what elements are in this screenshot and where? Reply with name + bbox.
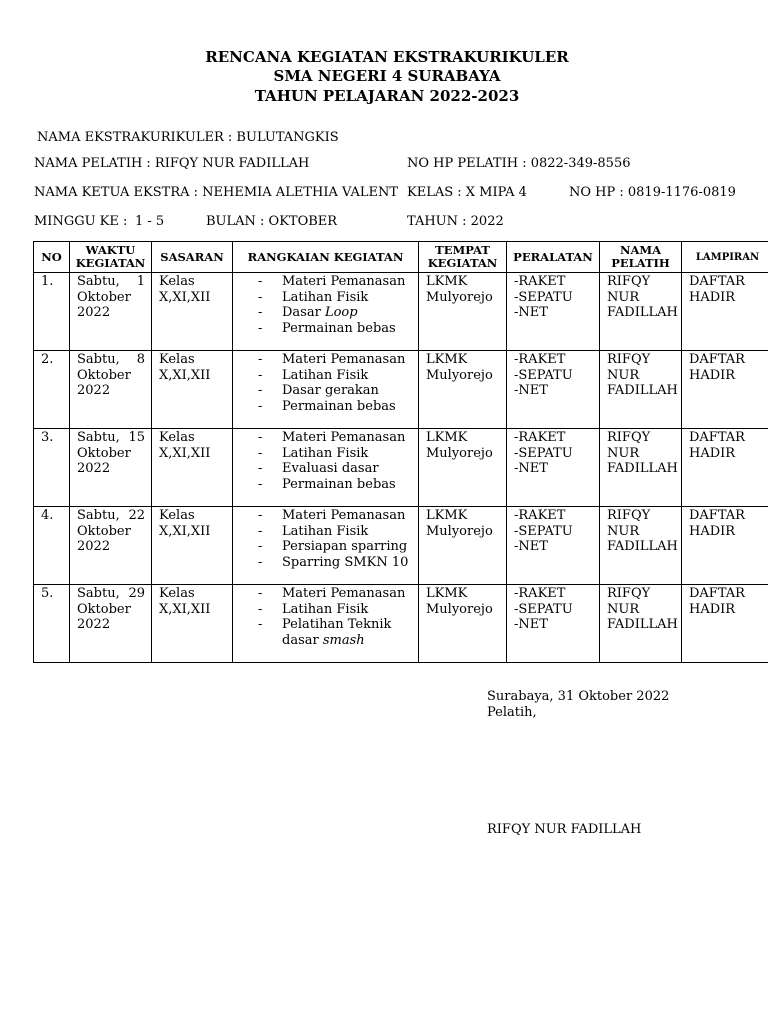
sasaran-line: X,XI,XII xyxy=(159,289,211,305)
cell-lampiran xyxy=(682,585,768,663)
waktu-date: 29 xyxy=(128,586,145,601)
tempat-line: LKMK xyxy=(426,430,468,445)
cell-tempat xyxy=(419,351,507,429)
table-row xyxy=(34,429,768,507)
academic-year: TAHUN PELAJARAN 2022-2023 xyxy=(254,87,520,105)
waktu-day-line xyxy=(77,586,145,602)
activity-text: Permainan bebas xyxy=(282,476,396,492)
waktu-month: Oktober xyxy=(77,367,131,383)
equipment-item: -SEPATU xyxy=(514,367,573,383)
equipment-item: -NET xyxy=(514,539,548,554)
activity-label xyxy=(282,461,418,477)
coach-name-line: NUR xyxy=(607,367,640,383)
cell-pelatih xyxy=(600,507,682,585)
waktu-content xyxy=(70,351,151,399)
cell-sasaran xyxy=(152,429,233,507)
peralatan-content xyxy=(507,273,599,321)
week-label: MINGGU KE : xyxy=(34,214,128,229)
school-name: SMA NEGERI 4 SURABAYA xyxy=(273,67,501,85)
peralatan-content xyxy=(507,585,599,633)
row-number: 5. xyxy=(41,586,54,601)
waktu-day-line xyxy=(77,508,145,524)
table-row xyxy=(34,273,768,351)
waktu-day: Sabtu, xyxy=(77,586,120,601)
cell-no xyxy=(34,585,70,663)
waktu-year: 2022 xyxy=(77,539,111,554)
coach-phone: NO HP PELATIH : 0822-349-8556 xyxy=(407,156,631,171)
activity-item xyxy=(233,602,418,618)
waktu-year: 2022 xyxy=(77,461,111,476)
activity-text: Latihan Fisik xyxy=(282,445,369,461)
equipment-item: -NET xyxy=(514,617,548,632)
activity-table xyxy=(33,241,768,663)
bullet-dash: - xyxy=(258,320,263,336)
waktu-content xyxy=(70,507,151,555)
sasaran-line: Kelas xyxy=(159,508,195,523)
sasaran-content xyxy=(152,585,232,617)
bullet-dash: - xyxy=(258,539,263,554)
coach-name-line: RIFQY xyxy=(607,430,651,445)
cell-waktu xyxy=(70,585,152,663)
table-header-row xyxy=(34,242,768,273)
waktu-month: Oktober xyxy=(77,445,131,461)
bullet-dash: - xyxy=(258,430,263,445)
activity-item xyxy=(233,524,418,540)
cell-rangkaian xyxy=(233,273,419,351)
cell-no xyxy=(34,351,70,429)
cell-tempat xyxy=(419,429,507,507)
activity-text: Dasar gerakan xyxy=(282,383,379,398)
cell-lampiran xyxy=(682,507,768,585)
cell-sasaran xyxy=(152,507,233,585)
attachment-line: DAFTAR xyxy=(689,586,745,601)
equipment-item: -RAKET xyxy=(514,430,566,445)
attachment-line: DAFTAR xyxy=(689,274,745,289)
activity-item xyxy=(233,274,418,290)
coach-name-line: FADILLAH xyxy=(607,539,678,554)
header-rangkaian: RANGKAIAN KEGIATAN xyxy=(233,242,419,273)
activity-text: Permainan bebas xyxy=(282,398,396,414)
sasaran-content xyxy=(152,273,232,305)
activity-label xyxy=(282,321,418,337)
bullet-dash: - xyxy=(258,274,263,289)
coach-name-line: FADILLAH xyxy=(607,383,678,398)
coach-name-line: RIFQY xyxy=(607,352,651,367)
bullet-dash: - xyxy=(258,461,263,476)
pelatih-content xyxy=(600,507,681,555)
cell-rangkaian xyxy=(233,429,419,507)
cell-waktu xyxy=(70,429,152,507)
activity-text: Evaluasi dasar xyxy=(282,461,379,476)
activity-text: Materi Pemanasan xyxy=(282,430,406,445)
tempat-line: Mulyorejo xyxy=(426,367,493,383)
cell-sasaran xyxy=(152,351,233,429)
header-tempat: TEMPAT KEGIATAN xyxy=(419,242,507,273)
equipment-item: -NET xyxy=(514,461,548,476)
cell-sasaran xyxy=(152,585,233,663)
sasaran-content xyxy=(152,351,232,383)
activity-item xyxy=(233,539,418,555)
signature-name: RIFQY NUR FADILLAH xyxy=(487,822,642,837)
activity-item xyxy=(233,352,418,368)
bullet-dash: - xyxy=(258,617,263,632)
sasaran-content xyxy=(152,429,232,461)
lampiran-content xyxy=(682,585,768,617)
bullet-dash: - xyxy=(258,586,263,601)
waktu-year: 2022 xyxy=(77,383,111,398)
activity-list xyxy=(233,273,418,336)
coach-name-line: NUR xyxy=(607,445,640,461)
activity-item xyxy=(233,586,418,602)
activity-item xyxy=(233,446,418,462)
tempat-content xyxy=(419,585,506,617)
peralatan-content xyxy=(507,507,599,555)
activity-item xyxy=(233,399,418,415)
peralatan-content xyxy=(507,429,599,477)
equipment-item: -NET xyxy=(514,305,548,320)
activity-label xyxy=(282,383,418,399)
bullet-dash: - xyxy=(258,508,263,523)
activity-item xyxy=(233,290,418,306)
cell-rangkaian xyxy=(233,351,419,429)
sasaran-line: X,XI,XII xyxy=(159,367,211,383)
activity-text: Dasar xyxy=(282,305,321,320)
waktu-year: 2022 xyxy=(77,305,111,320)
activity-label xyxy=(282,539,418,555)
activity-item xyxy=(233,461,418,477)
header-waktu: WAKTU KEGIATAN xyxy=(70,242,152,273)
attachment-line: HADIR xyxy=(689,445,736,461)
equipment-item: -SEPATU xyxy=(514,445,573,461)
tempat-line: LKMK xyxy=(426,508,468,523)
activity-label xyxy=(282,305,418,321)
waktu-day: Sabtu, xyxy=(77,274,120,289)
activity-label xyxy=(282,430,418,446)
sasaran-line: Kelas xyxy=(159,586,195,601)
cell-no xyxy=(34,429,70,507)
equipment-item: -RAKET xyxy=(514,274,566,289)
waktu-content xyxy=(70,585,151,633)
activity-label xyxy=(282,524,418,540)
lampiran-content xyxy=(682,351,768,383)
equipment-item: -NET xyxy=(514,383,548,398)
sasaran-content xyxy=(152,507,232,539)
activity-label xyxy=(282,399,418,415)
tempat-line: Mulyorejo xyxy=(426,601,493,617)
activity-label xyxy=(282,617,418,648)
bullet-dash: - xyxy=(258,445,263,461)
pelatih-content xyxy=(600,273,681,321)
tempat-line: Mulyorejo xyxy=(426,523,493,539)
coach-name-line: NUR xyxy=(607,523,640,539)
tempat-line: Mulyorejo xyxy=(426,445,493,461)
waktu-date: 15 xyxy=(128,430,145,445)
tempat-line: LKMK xyxy=(426,274,468,289)
cell-lampiran xyxy=(682,351,768,429)
activity-list xyxy=(233,585,418,648)
coach-name-line: RIFQY xyxy=(607,508,651,523)
activity-italic-term: smash xyxy=(322,632,365,648)
activity-text: Latihan Fisik xyxy=(282,523,369,539)
activity-label xyxy=(282,446,418,462)
activity-item xyxy=(233,305,418,321)
tempat-content xyxy=(419,507,506,539)
tempat-line: LKMK xyxy=(426,586,468,601)
lampiran-content xyxy=(682,273,768,305)
pelatih-content xyxy=(600,585,681,633)
equipment-item: -RAKET xyxy=(514,352,566,367)
cell-no xyxy=(34,273,70,351)
waktu-day-line xyxy=(77,352,145,368)
cell-waktu xyxy=(70,273,152,351)
bullet-dash: - xyxy=(258,367,263,383)
activity-text: Latihan Fisik xyxy=(282,289,369,305)
table-row xyxy=(34,585,768,663)
activity-list xyxy=(233,507,418,570)
bullet-dash: - xyxy=(258,523,263,539)
activity-label xyxy=(282,602,418,618)
pelatih-content xyxy=(600,351,681,399)
waktu-day: Sabtu, xyxy=(77,430,120,445)
bullet-dash: - xyxy=(258,352,263,367)
coach-name-line: FADILLAH xyxy=(607,305,678,320)
header-no: NO xyxy=(34,242,70,273)
attachment-line: DAFTAR xyxy=(689,352,745,367)
waktu-month: Oktober xyxy=(77,601,131,617)
lampiran-content xyxy=(682,429,768,461)
activity-label xyxy=(282,352,418,368)
activity-label xyxy=(282,290,418,306)
waktu-month: Oktober xyxy=(77,523,131,539)
activity-text: Latihan Fisik xyxy=(282,367,369,383)
activity-list xyxy=(233,429,418,492)
cell-tempat xyxy=(419,585,507,663)
activity-label xyxy=(282,274,418,290)
row-number: 3. xyxy=(41,430,54,445)
week-value: 1 - 5 xyxy=(135,214,165,229)
sasaran-line: X,XI,XII xyxy=(159,523,211,539)
activity-item xyxy=(233,383,418,399)
header-peralatan: PERALATAN xyxy=(507,242,600,273)
cell-rangkaian xyxy=(233,507,419,585)
activity-label xyxy=(282,477,418,493)
coach-name-line: NUR xyxy=(607,289,640,305)
activity-item xyxy=(233,617,418,648)
cell-peralatan xyxy=(507,429,600,507)
header-sasaran: SASARAN xyxy=(152,242,233,273)
coach-name-line: NUR xyxy=(607,601,640,617)
leader-name: NAMA KETUA EKSTRA : NEHEMIA ALETHIA VALENT xyxy=(34,185,399,200)
year: TAHUN : 2022 xyxy=(407,214,504,229)
row-number: 4. xyxy=(41,508,54,523)
cell-peralatan xyxy=(507,273,600,351)
sasaran-line: Kelas xyxy=(159,352,195,367)
activity-item xyxy=(233,430,418,446)
activity-text: Materi Pemanasan xyxy=(282,274,406,289)
tempat-line: LKMK xyxy=(426,352,468,367)
waktu-month: Oktober xyxy=(77,289,131,305)
activity-text: Materi Pemanasan xyxy=(282,508,406,523)
activity-item xyxy=(233,321,418,337)
waktu-day-line xyxy=(77,430,145,446)
activity-italic-term: Loop xyxy=(324,305,358,320)
row-number: 2. xyxy=(41,352,54,367)
cell-sasaran xyxy=(152,273,233,351)
sasaran-line: Kelas xyxy=(159,274,195,289)
cell-lampiran xyxy=(682,429,768,507)
activity-label xyxy=(282,508,418,524)
cell-tempat xyxy=(419,273,507,351)
tempat-content xyxy=(419,273,506,305)
cell-pelatih xyxy=(600,429,682,507)
cell-peralatan xyxy=(507,351,600,429)
equipment-item: -SEPATU xyxy=(514,523,573,539)
row-number: 1. xyxy=(41,274,54,289)
activity-label xyxy=(282,555,418,571)
waktu-date: 8 xyxy=(136,352,145,367)
activity-text: Sparring SMKN 10 xyxy=(282,554,409,570)
attachment-line: HADIR xyxy=(689,523,736,539)
tempat-content xyxy=(419,429,506,461)
activity-label xyxy=(282,368,418,384)
signature-role: Pelatih, xyxy=(487,705,537,720)
activity-item xyxy=(233,477,418,493)
equipment-item: -SEPATU xyxy=(514,601,573,617)
attachment-line: HADIR xyxy=(689,601,736,617)
bullet-dash: - xyxy=(258,289,263,305)
activity-item xyxy=(233,508,418,524)
cell-tempat xyxy=(419,507,507,585)
activity-text: Pelatihan Teknik dasar xyxy=(282,617,392,648)
cell-peralatan xyxy=(507,585,600,663)
cell-rangkaian xyxy=(233,585,419,663)
lampiran-content xyxy=(682,507,768,539)
sasaran-line: X,XI,XII xyxy=(159,601,211,617)
waktu-day: Sabtu, xyxy=(77,508,120,523)
attachment-line: DAFTAR xyxy=(689,430,745,445)
coach-name: NAMA PELATIH : RIFQY NUR FADILLAH xyxy=(34,156,310,171)
table-row xyxy=(34,351,768,429)
leader-class: KELAS : X MIPA 4 xyxy=(407,185,527,200)
coach-name-line: RIFQY xyxy=(607,274,651,289)
doc-title: RENCANA KEGIATAN EKSTRAKURIKULER xyxy=(205,48,569,66)
extracurricular-name: NAMA EKSTRAKURIKULER : BULUTANGKIS xyxy=(37,130,339,145)
activity-text: Materi Pemanasan xyxy=(282,352,406,367)
coach-name-line: FADILLAH xyxy=(607,461,678,476)
bullet-dash: - xyxy=(258,305,263,320)
waktu-day: Sabtu, xyxy=(77,352,120,367)
activity-text: Persiapan sparring xyxy=(282,539,408,554)
attachment-line: HADIR xyxy=(689,367,736,383)
header-pelatih: NAMA PELATIH xyxy=(600,242,682,273)
activity-list xyxy=(233,351,418,414)
activity-item xyxy=(233,368,418,384)
waktu-year: 2022 xyxy=(77,617,111,632)
sasaran-line: X,XI,XII xyxy=(159,445,211,461)
bullet-dash: - xyxy=(258,601,263,617)
bullet-dash: - xyxy=(258,554,263,570)
waktu-day-line xyxy=(77,274,145,290)
equipment-item: -RAKET xyxy=(514,508,566,523)
coach-name-line: FADILLAH xyxy=(607,617,678,632)
waktu-date: 22 xyxy=(128,508,145,523)
tempat-line: Mulyorejo xyxy=(426,289,493,305)
cell-waktu xyxy=(70,351,152,429)
equipment-item: -SEPATU xyxy=(514,289,573,305)
cell-lampiran xyxy=(682,273,768,351)
cell-pelatih xyxy=(600,351,682,429)
activity-text: Materi Pemanasan xyxy=(282,586,406,601)
month: BULAN : OKTOBER xyxy=(206,214,338,229)
waktu-date: 1 xyxy=(136,274,145,289)
cell-peralatan xyxy=(507,507,600,585)
coach-name-line: RIFQY xyxy=(607,586,651,601)
activity-text: Permainan bebas xyxy=(282,320,396,336)
cell-no xyxy=(34,507,70,585)
cell-pelatih xyxy=(600,585,682,663)
waktu-content xyxy=(70,429,151,477)
signature-place-date: Surabaya, 31 Oktober 2022 xyxy=(487,689,670,704)
activity-label xyxy=(282,586,418,602)
attachment-line: HADIR xyxy=(689,289,736,305)
waktu-content xyxy=(70,273,151,321)
bullet-dash: - xyxy=(258,398,263,414)
leader-phone: NO HP : 0819-1176-0819 xyxy=(569,185,736,200)
activity-item xyxy=(233,555,418,571)
tempat-content xyxy=(419,351,506,383)
table-row xyxy=(34,507,768,585)
bullet-dash: - xyxy=(258,476,263,492)
attachment-line: DAFTAR xyxy=(689,508,745,523)
cell-waktu xyxy=(70,507,152,585)
peralatan-content xyxy=(507,351,599,399)
activity-text: Latihan Fisik xyxy=(282,601,369,617)
header-lampiran: LAMPIRAN xyxy=(682,242,768,273)
equipment-item: -RAKET xyxy=(514,586,566,601)
cell-pelatih xyxy=(600,273,682,351)
sasaran-line: Kelas xyxy=(159,430,195,445)
bullet-dash: - xyxy=(258,383,263,398)
pelatih-content xyxy=(600,429,681,477)
